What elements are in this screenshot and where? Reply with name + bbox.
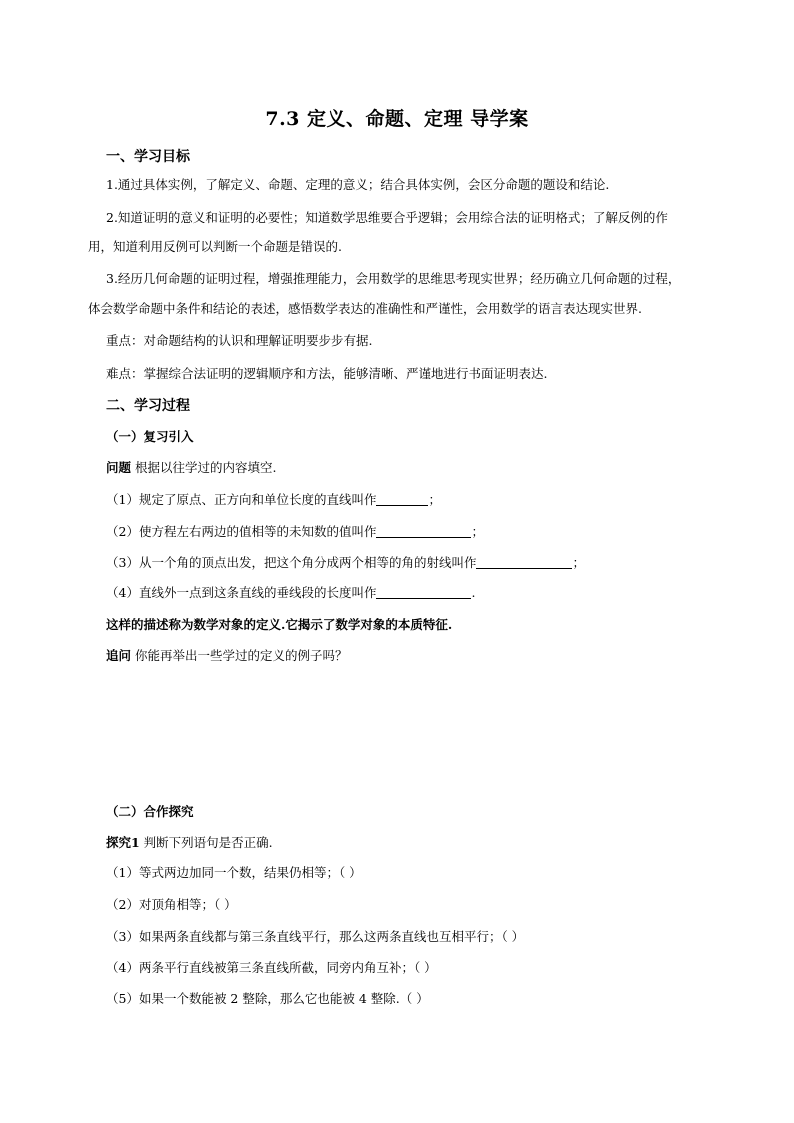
fill-item-3 (106, 553, 585, 573)
fill-item-2 (106, 522, 484, 542)
section-heading-process: 二、学习过程 (106, 398, 190, 414)
fill-item-end: . (471, 585, 476, 600)
judge-item-3: （3）如果两条直线都与第三条直线平行，那么这两条直线也互相平行；（ ） (106, 929, 525, 944)
review-question (106, 458, 276, 478)
fill-item-4 (106, 583, 475, 603)
fill-item-text: （3）从一个角的顶点出发，把这个角分成两个相等的角的射线叫作 (106, 555, 477, 570)
followup-text: 你能再举出一些学过的定义的例子吗？ (131, 648, 348, 663)
fill-item-end: ； (471, 524, 484, 539)
subsection-heading-explore: （二）合作探究 (106, 804, 194, 819)
answer-blank[interactable] (376, 523, 471, 538)
followup-question (106, 646, 348, 666)
document-title: 7.3 定义、命题、定理 导学案 (265, 108, 529, 130)
fill-item-text: （4）直线外一点到这条直线的垂线段的长度叫作 (106, 585, 377, 600)
question-text: 根据以往学过的内容填空. (131, 460, 277, 475)
goal-2-line-1: 2.知道证明的意义和证明的必要性；知道数学思维要合乎逻辑；会用综合法的证明格式；了解反例的作 (106, 210, 668, 225)
judge-item-2: （2）对顶角相等；（ ） (106, 897, 237, 912)
section-heading-goals: 一、学习目标 (106, 149, 190, 165)
question-label: 问题 (106, 460, 132, 475)
fill-item-end: ； (428, 492, 441, 507)
explore-prompt (106, 833, 273, 853)
definition-summary: 这样的描述称为数学对象的定义.它揭示了数学对象的本质特征. (106, 617, 453, 632)
answer-blank[interactable] (476, 554, 572, 569)
goal-1: 1.通过具体实例，了解定义、命题、定理的意义；结合具体实例，会区分命题的题设和结论. (106, 177, 610, 192)
judge-item-4: （4）两条平行直线被第三条直线所截，同旁内角互补；（ ） (106, 960, 437, 975)
fill-item-text: （1）规定了原点、正方向和单位长度的直线叫作 (106, 492, 377, 507)
answer-blank[interactable] (376, 491, 428, 506)
followup-label: 追问 (106, 648, 132, 663)
subsection-heading-review: （一）复习引入 (106, 429, 194, 444)
answer-blank[interactable] (376, 584, 471, 599)
difficulty: 难点：掌握综合法证明的逻辑顺序和方法，能够清晰、严谨地进行书面证明表达. (106, 366, 548, 381)
key-point: 重点：对命题结构的认识和理解证明要步步有据. (106, 333, 373, 348)
fill-item-end: ； (572, 555, 585, 570)
explore-text: 判断下列语句是否正确. (139, 835, 273, 850)
fill-item-1 (106, 490, 441, 510)
explore-label: 探究1 (106, 835, 140, 850)
fill-item-text: （2）使方程左右两边的值相等的未知数的值叫作 (106, 524, 377, 539)
goal-2-line-2: 用，知道利用反例可以判断一个命题是错误的. (88, 239, 342, 254)
judge-item-1: （1）等式两边加同一个数，结果仍相等；（ ） (106, 865, 362, 880)
goal-3-line-2: 体会数学命题中条件和结论的表述，感悟数学表达的准确性和严谨性，会用数学的语言表达现实世界. (88, 301, 642, 316)
goal-3-line-1: 3.经历几何命题的证明过程，增强推理能力，会用数学的思维思考现实世界；经历确立几何命题的过程， (106, 271, 681, 286)
judge-item-5: （5）如果一个数能被 2 整除，那么它也能被 4 整除.（ ） (106, 991, 429, 1006)
